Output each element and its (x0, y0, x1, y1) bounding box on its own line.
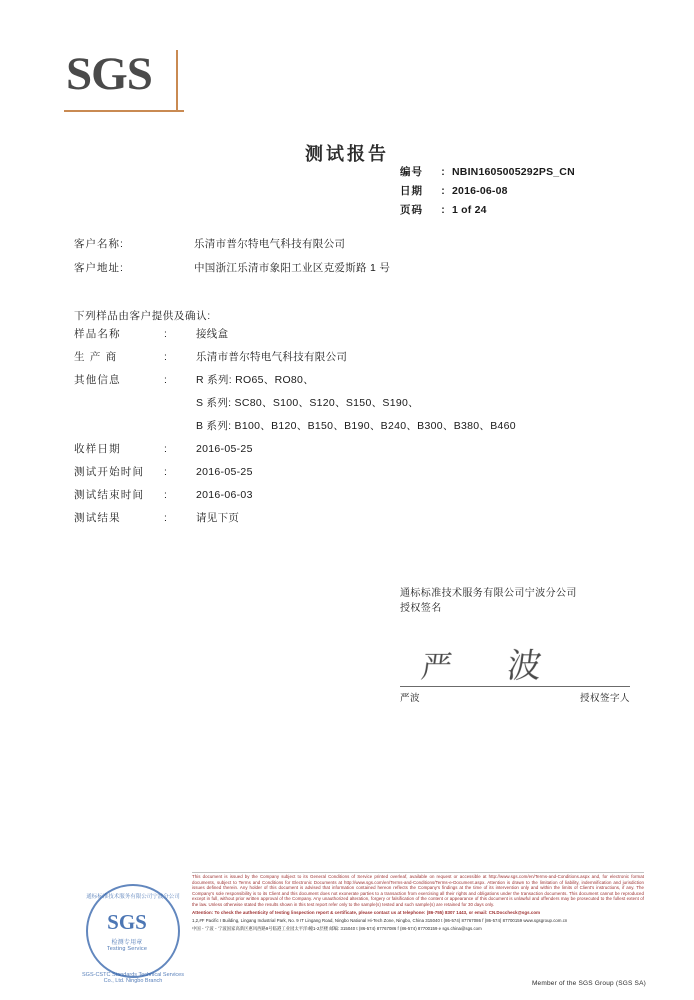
spec-value-other-info-r: R 系列: RO65、RO80、 (196, 374, 314, 386)
spec-value-test-result: 请见下页 (196, 512, 240, 524)
handwritten-signature (400, 622, 630, 694)
meta-row-date (400, 183, 575, 202)
meta-value-report-number: NBIN1605005292PS_CN (452, 166, 575, 178)
spec-row-sample-name (74, 326, 634, 349)
signature-names (400, 690, 630, 704)
spec-value-test-start: 2016-05-25 (196, 466, 253, 478)
logo-vertical-rule (176, 50, 178, 112)
spec-row-manufacturer (74, 349, 634, 372)
customer-address-row (74, 260, 390, 284)
seal-sgs-text: SGS (107, 910, 147, 934)
seal-line-cn: 检测专用章 (111, 940, 143, 946)
customer-block (74, 236, 390, 284)
spec-row-other-info-s (74, 395, 634, 418)
signatory-role: 授权签字人 (579, 693, 630, 704)
spec-colon: : (164, 374, 167, 386)
customer-address-label: 客户地址: (74, 262, 124, 274)
signature-glyph-surname: 严 (419, 651, 454, 684)
spec-colon: : (164, 443, 167, 455)
meta-row-page (400, 202, 575, 221)
meta-key-date: 日期 (400, 185, 423, 197)
customer-name-row (74, 236, 390, 260)
signature-block (400, 586, 630, 704)
spec-key-sample-name: 样品名称 (74, 328, 121, 340)
seal-arc-top-text: 通标标准技术服务有限公司宁波分公司 (86, 894, 180, 900)
spec-value-manufacturer: 乐清市普尔特电气科技有限公司 (196, 351, 348, 363)
spec-row-test-start (74, 464, 634, 487)
spec-row-test-result (74, 510, 634, 533)
spec-value-other-info-s: S 系列: SC80、S100、S120、S150、S190、 (196, 397, 419, 409)
customer-name-value: 乐清市普尔特电气科技有限公司 (194, 238, 346, 250)
legal-attention: Attention: To check the authenticity of testing /inspection report & certificate, please contact us at telephone: (86-755) 8307 1443, or email: CN.Doccheck@sgs.com (192, 910, 541, 916)
seal-inner (80, 884, 174, 978)
footer-address-cn: 中国・宁波・宁波国家高新区惠风西路9号临港工业园太平洋I幢1-2层楼 邮编: 315040 t (86-574) 87767086 f (86-574) 87700159 e sgs.china@sgs.com (192, 926, 482, 932)
meta-key-report-number: 编号 (400, 166, 423, 178)
company-seal-stamp (80, 884, 186, 990)
signatory-name: 严波 (400, 693, 421, 704)
spec-value-test-end: 2016-06-03 (196, 489, 253, 501)
signature-glyph-givenname: 波 (504, 648, 545, 685)
spec-row-test-end (74, 487, 634, 510)
spec-key-test-result: 测试结果 (74, 512, 121, 524)
seal-arc-bottom-text: SGS-CSTC Standards Technical Services Co., Ltd. Ningbo Branch (82, 972, 184, 984)
customer-name-label: 客户名称: (74, 238, 124, 250)
page-title: 测试报告 (305, 144, 389, 164)
spec-colon: : (164, 512, 167, 524)
footer-legal-text (192, 874, 644, 934)
spec-colon: : (164, 466, 167, 478)
meta-colon: : (441, 166, 445, 178)
meta-key-page: 页码 (400, 204, 423, 216)
signature-company: 通标标准技术服务有限公司宁波分公司 (400, 588, 577, 599)
spec-value-sample-name: 接线盒 (196, 328, 229, 340)
sample-specs-table (74, 326, 634, 533)
seal-line-en: Testing Service (106, 946, 148, 952)
spec-value-other-info-b: B 系列: B100、B120、B150、B190、B240、B300、B380、B460 (196, 420, 516, 432)
footer-address-en: 1,2,#F Pacific I Building, Lingang Industrial Park, No. 9 IT Lingang Road, Ningbo National Hi-Tech Zone, Ningbo, China 315040 t (86-574) 87767086 f (86-574) 87700159 www.sgsgroup.com.cn (192, 918, 568, 924)
meta-row-report-number (400, 164, 575, 183)
spec-key-manufacturer: 生 产 商 (74, 351, 118, 363)
spec-colon: : (164, 351, 167, 363)
spec-key-test-end: 测试结束时间 (74, 489, 145, 501)
sample-provided-note: 下列样品由客户提供及确认: (74, 310, 211, 322)
footer-divider (192, 872, 644, 873)
legal-paragraph: This document is issued by the Company subject to its General Conditions of Service printed overleaf, available on request or accessible at http://www.sgs.com/en/Terms-and-Conditions.aspx and, for electronic format documents, subject to Terms and Conditions for Electronic Documents at http://www.sgs.com/en/Terms-and-Conditions/Terms-e-Document.aspx. Attention is drawn to the limitation of liability, indemnification and jurisdiction issues defined therein. Any holder of this document is advised that information contained hereon reflects the Company's findings at the time of its intervention only and within the limits of Client's instructions, if any. The Company's sole responsibility is to its Client and this document does not exonerate parties to a transaction from exercising all their rights and obligations under the transaction documents. This document cannot be reproduced except in full, without prior written approval of the Company. Any unauthorized alteration, forgery or falsification of the content or appearance of this document is unlawful and offenders may be prosecuted to the fullest extent of the law. Unless otherwise stated the results shown in this test report refer only to the sample(s) tested and such sample(s) are retained for 30 days only. (192, 874, 644, 907)
spec-row-receive-date (74, 441, 634, 464)
meta-colon: : (441, 204, 445, 216)
meta-value-date: 2016-06-08 (452, 185, 508, 197)
signature-rule (400, 686, 630, 687)
customer-address-value: 中国浙江乐清市象阳工业区克爱斯路 1 号 (194, 262, 391, 274)
meta-value-page: 1 of 24 (452, 204, 487, 216)
meta-colon: : (441, 185, 445, 197)
spec-row-other-info (74, 372, 634, 395)
signature-label: 授权签名 (400, 603, 442, 614)
sgs-logo (64, 46, 184, 114)
spec-colon: : (164, 328, 167, 340)
spec-key-test-start: 测试开始时间 (74, 466, 145, 478)
spec-row-other-info-b (74, 418, 634, 441)
footer-member-line: Member of the SGS Group (SGS SA) (531, 980, 646, 987)
sgs-logo-text: SGS (66, 48, 152, 100)
spec-colon: : (164, 489, 167, 501)
spec-key-other-info: 其他信息 (74, 374, 121, 386)
report-meta (400, 164, 575, 221)
logo-horizontal-rule (64, 110, 184, 112)
spec-key-receive-date: 收样日期 (74, 443, 121, 455)
spec-value-receive-date: 2016-05-25 (196, 443, 253, 455)
